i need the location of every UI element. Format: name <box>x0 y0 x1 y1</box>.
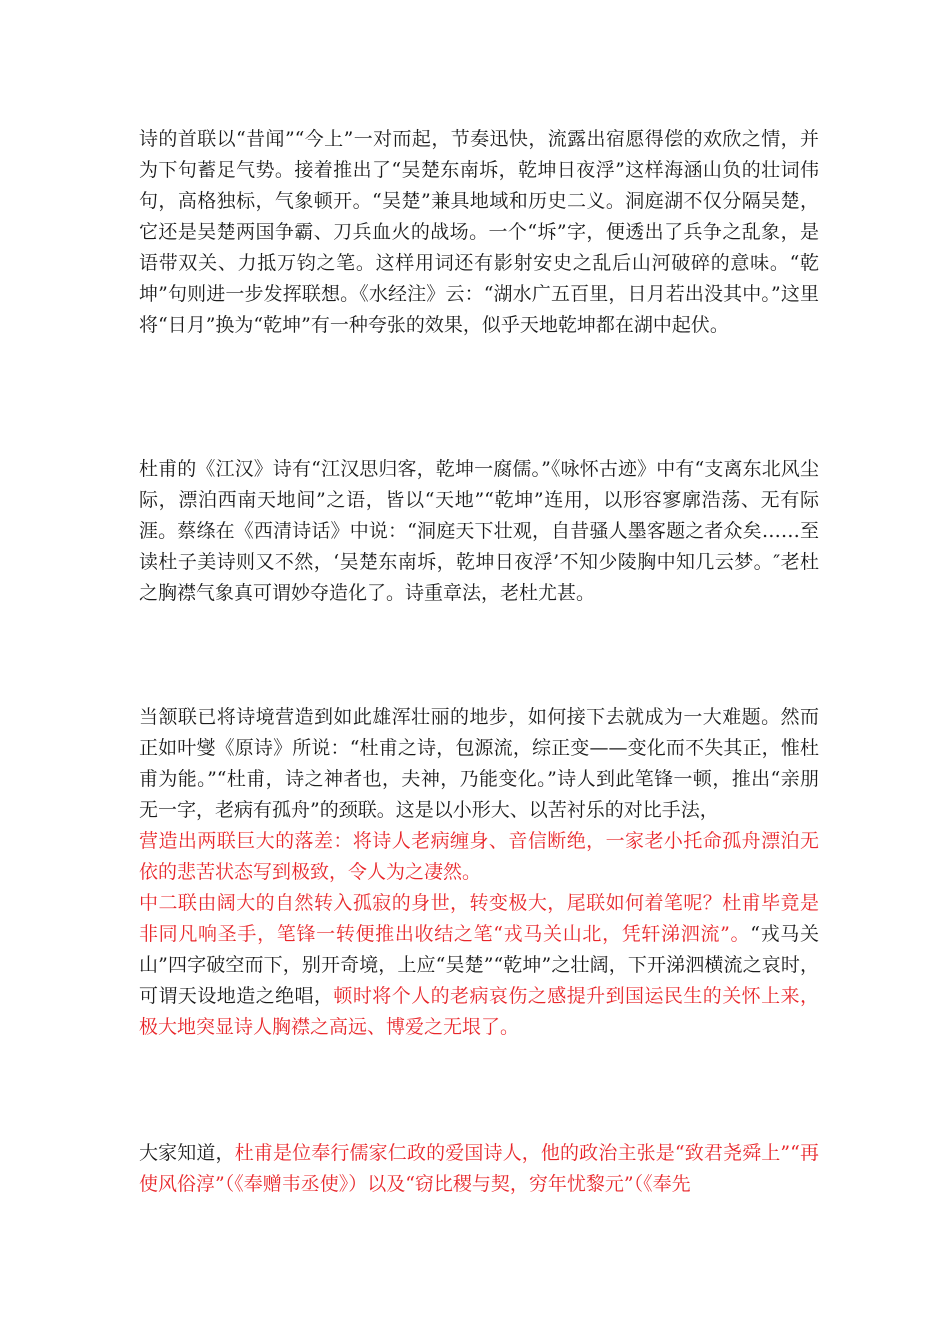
paragraph-3-highlight-1: 营造出两联巨大的落差：将诗人老病缠身、音信断绝，一家老小托命孤舟漂泊无依的悲苦状态写到极致，令人为之凄然。 <box>139 830 819 883</box>
paragraph-3-text: 当颔联已将诗境营造到如此雄浑壮丽的地步，如何接下去就成为一大难题。然而正如叶燮《原诗》所说：“杜甫之诗，包源流，综正变——变化而不失其正，惟杜甫为能。”“杜甫，诗之神者也，夫神，乃能变化。”诗人到此笔锋一顿，推出“亲朋无一字，老病有孤舟”的颈联。这是以小形大、以苦衬乐的对比手法， <box>139 706 819 821</box>
paragraph-1 <box>139 124 819 341</box>
paragraph-3-highlight-2: 中二联由阔大的自然转入孤寂的身世，转变极大，尾联如何着笔呢？杜甫毕竟是非同凡响圣手，笔锋一转便推出收结之笔“戎马关山北，凭轩涕泗流”。 <box>139 892 819 945</box>
paragraph-2 <box>139 454 819 609</box>
paragraph-3-text-2: “戎马关山”四字破空而下，别开奇境，上应“吴楚”“乾坤”之壮阔，下开涕泗横流之哀时，可谓天设地造之绝唱， <box>139 923 819 1007</box>
paragraph-1-text: 诗的首联以“昔闻”“今上”一对而起，节奏迅快，流露出宿愿得偿的欢欣之情，并为下句蓄足气势。接着推出了“吴楚东南坼，乾坤日夜浮”这样海涵山负的壮词伟句，高格独标，气象顿开。“吴楚”兼具地域和历史二义。洞庭湖不仅分隔吴楚，它还是吴楚两国争霸、刀兵血火的战场。一个“坼”字，便透出了兵争之乱象，是语带双关、力抵万钧之笔。这样用词还有影射安史之乱后山河破碎的意味。“乾坤”句则进一步发挥联想。《水经注》云：“湖水广五百里，日月若出没其中。”这里将“日月”换为“乾坤”有一种夸张的效果，似乎天地乾坤都在湖中起伏。 <box>139 128 819 336</box>
paragraph-4-text: 大家知道， <box>139 1142 235 1164</box>
paragraph-3-highlight-3: 顿时将个人的老病哀伤之感提升到国运民生的关怀上来，极大地突显诗人胸襟之高远、博爱之无垠了。 <box>139 985 819 1038</box>
paragraph-4-highlight: 杜甫是位奉行儒家仁政的爱国诗人，他的政治主张是“致君尧舜上”“再使风俗淳”（《奉赠韦丞使》）以及“窃比稷与契，穷年忧黎元”（《奉先 <box>139 1142 819 1195</box>
paragraph-2-text: 杜甫的《江汉》诗有“江汉思归客，乾坤一腐儒。”《咏怀古迹》中有“支离东北风尘际，漂泊西南天地间”之语，皆以“天地”“乾坤”连用，以形容寥廓浩荡、无有际涯。蔡绦在《西清诗话》中说：“洞庭天下壮观，自昔骚人墨客题之者众矣……至读杜子美诗则又不然，‘吴楚东南坼，乾坤日夜浮’不知少陵胸中知几云梦。″老杜之胸襟气象真可谓妙夺造化了。诗重章法，老杜尤甚。 <box>139 458 819 604</box>
paragraph-3 <box>139 702 819 1043</box>
paragraph-4 <box>139 1138 819 1200</box>
